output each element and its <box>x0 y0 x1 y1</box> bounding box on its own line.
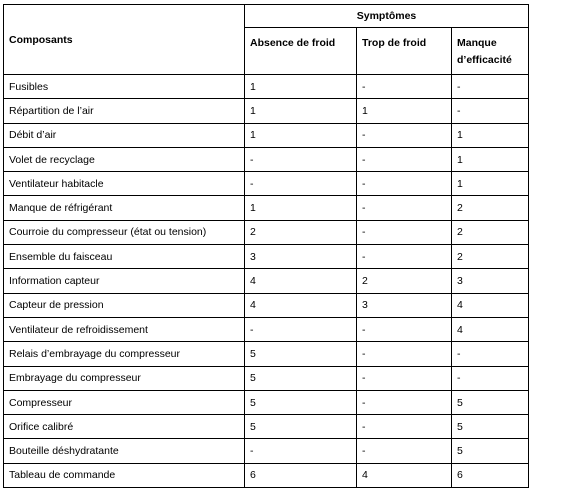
table-row <box>4 366 529 390</box>
component-cell: Information capteur <box>4 269 245 293</box>
symptom-value-cell: - <box>357 317 452 341</box>
symptom-value-cell: 2 <box>452 245 529 269</box>
symptom-value-cell: 2 <box>357 269 452 293</box>
component-cell: Bouteille déshydratante <box>4 439 245 463</box>
symptom-value-cell: 6 <box>245 463 357 487</box>
symptom-value-cell: - <box>357 220 452 244</box>
component-cell: Fusibles <box>4 75 245 99</box>
symptom-value-cell: - <box>357 196 452 220</box>
symptom-value-cell: 5 <box>245 390 357 414</box>
symptom-value-cell: 3 <box>245 245 357 269</box>
symptom-value-cell: 2 <box>245 220 357 244</box>
table-row <box>4 342 529 366</box>
diagnostic-table <box>3 4 529 488</box>
symptom-value-cell: - <box>452 366 529 390</box>
symptom-value-cell: 3 <box>357 293 452 317</box>
symptom-value-cell: 6 <box>452 463 529 487</box>
header-symptoms: Symptômes <box>245 5 529 28</box>
symptom-value-cell: - <box>245 439 357 463</box>
component-cell: Compresseur <box>4 390 245 414</box>
table-row <box>4 147 529 171</box>
component-cell: Ventilateur habitacle <box>4 172 245 196</box>
symptom-value-cell: 1 <box>452 172 529 196</box>
symptom-value-cell: 5 <box>452 390 529 414</box>
symptom-value-cell: - <box>452 99 529 123</box>
symptom-value-cell: 4 <box>245 269 357 293</box>
table-row <box>4 439 529 463</box>
table-row <box>4 75 529 99</box>
component-cell: Ventilateur de refroidissement <box>4 317 245 341</box>
symptom-value-cell: 1 <box>452 147 529 171</box>
component-cell: Débit d’air <box>4 123 245 147</box>
symptom-value-cell: 5 <box>245 415 357 439</box>
table-row <box>4 390 529 414</box>
symptom-value-cell: - <box>357 123 452 147</box>
symptom-value-cell: - <box>357 366 452 390</box>
symptom-value-cell: - <box>452 75 529 99</box>
component-cell: Orifice calibré <box>4 415 245 439</box>
symptom-value-cell: - <box>357 390 452 414</box>
table-row <box>4 269 529 293</box>
symptom-value-cell: - <box>357 245 452 269</box>
table-row <box>4 293 529 317</box>
symptom-value-cell: 3 <box>452 269 529 293</box>
table-row <box>4 245 529 269</box>
header-components: Composants <box>4 5 245 75</box>
table-row <box>4 317 529 341</box>
component-cell: Tableau de commande <box>4 463 245 487</box>
header-absence-de-froid: Absence de froid <box>245 28 357 75</box>
symptom-value-cell: 1 <box>245 123 357 147</box>
component-cell: Relais d’embrayage du compresseur <box>4 342 245 366</box>
component-cell: Embrayage du compresseur <box>4 366 245 390</box>
symptom-value-cell: 1 <box>245 196 357 220</box>
symptom-value-cell: 1 <box>245 99 357 123</box>
table-row <box>4 172 529 196</box>
symptom-value-cell: - <box>245 317 357 341</box>
symptom-value-cell: - <box>357 415 452 439</box>
symptom-value-cell: 5 <box>452 415 529 439</box>
symptom-value-cell: 1 <box>452 123 529 147</box>
symptom-value-cell: 5 <box>245 366 357 390</box>
symptom-value-cell: - <box>452 342 529 366</box>
symptom-value-cell: - <box>357 439 452 463</box>
table-row <box>4 415 529 439</box>
symptom-value-cell: 5 <box>452 439 529 463</box>
header-manque-efficacite: Manque d’efficacité <box>452 28 529 75</box>
component-cell: Volet de recyclage <box>4 147 245 171</box>
component-cell: Ensemble du faisceau <box>4 245 245 269</box>
symptom-value-cell: - <box>245 147 357 171</box>
component-cell: Manque de réfrigérant <box>4 196 245 220</box>
symptom-value-cell: - <box>245 172 357 196</box>
table-row <box>4 220 529 244</box>
symptom-value-cell: 1 <box>357 99 452 123</box>
table-body <box>4 75 529 488</box>
symptom-value-cell: 1 <box>245 75 357 99</box>
component-cell: Capteur de pression <box>4 293 245 317</box>
symptom-value-cell: - <box>357 75 452 99</box>
symptom-value-cell: 4 <box>452 317 529 341</box>
symptom-value-cell: - <box>357 342 452 366</box>
header-trop-de-froid: Trop de froid <box>357 28 452 75</box>
table-row <box>4 463 529 487</box>
component-cell: Répartition de l’air <box>4 99 245 123</box>
symptom-value-cell: 2 <box>452 196 529 220</box>
symptom-value-cell: 2 <box>452 220 529 244</box>
table-row <box>4 123 529 147</box>
symptom-value-cell: - <box>357 172 452 196</box>
symptom-value-cell: - <box>357 147 452 171</box>
table-row <box>4 99 529 123</box>
symptom-value-cell: 4 <box>357 463 452 487</box>
symptom-value-cell: 5 <box>245 342 357 366</box>
component-cell: Courroie du compresseur (état ou tension) <box>4 220 245 244</box>
symptom-value-cell: 4 <box>452 293 529 317</box>
table-row <box>4 196 529 220</box>
symptom-value-cell: 4 <box>245 293 357 317</box>
